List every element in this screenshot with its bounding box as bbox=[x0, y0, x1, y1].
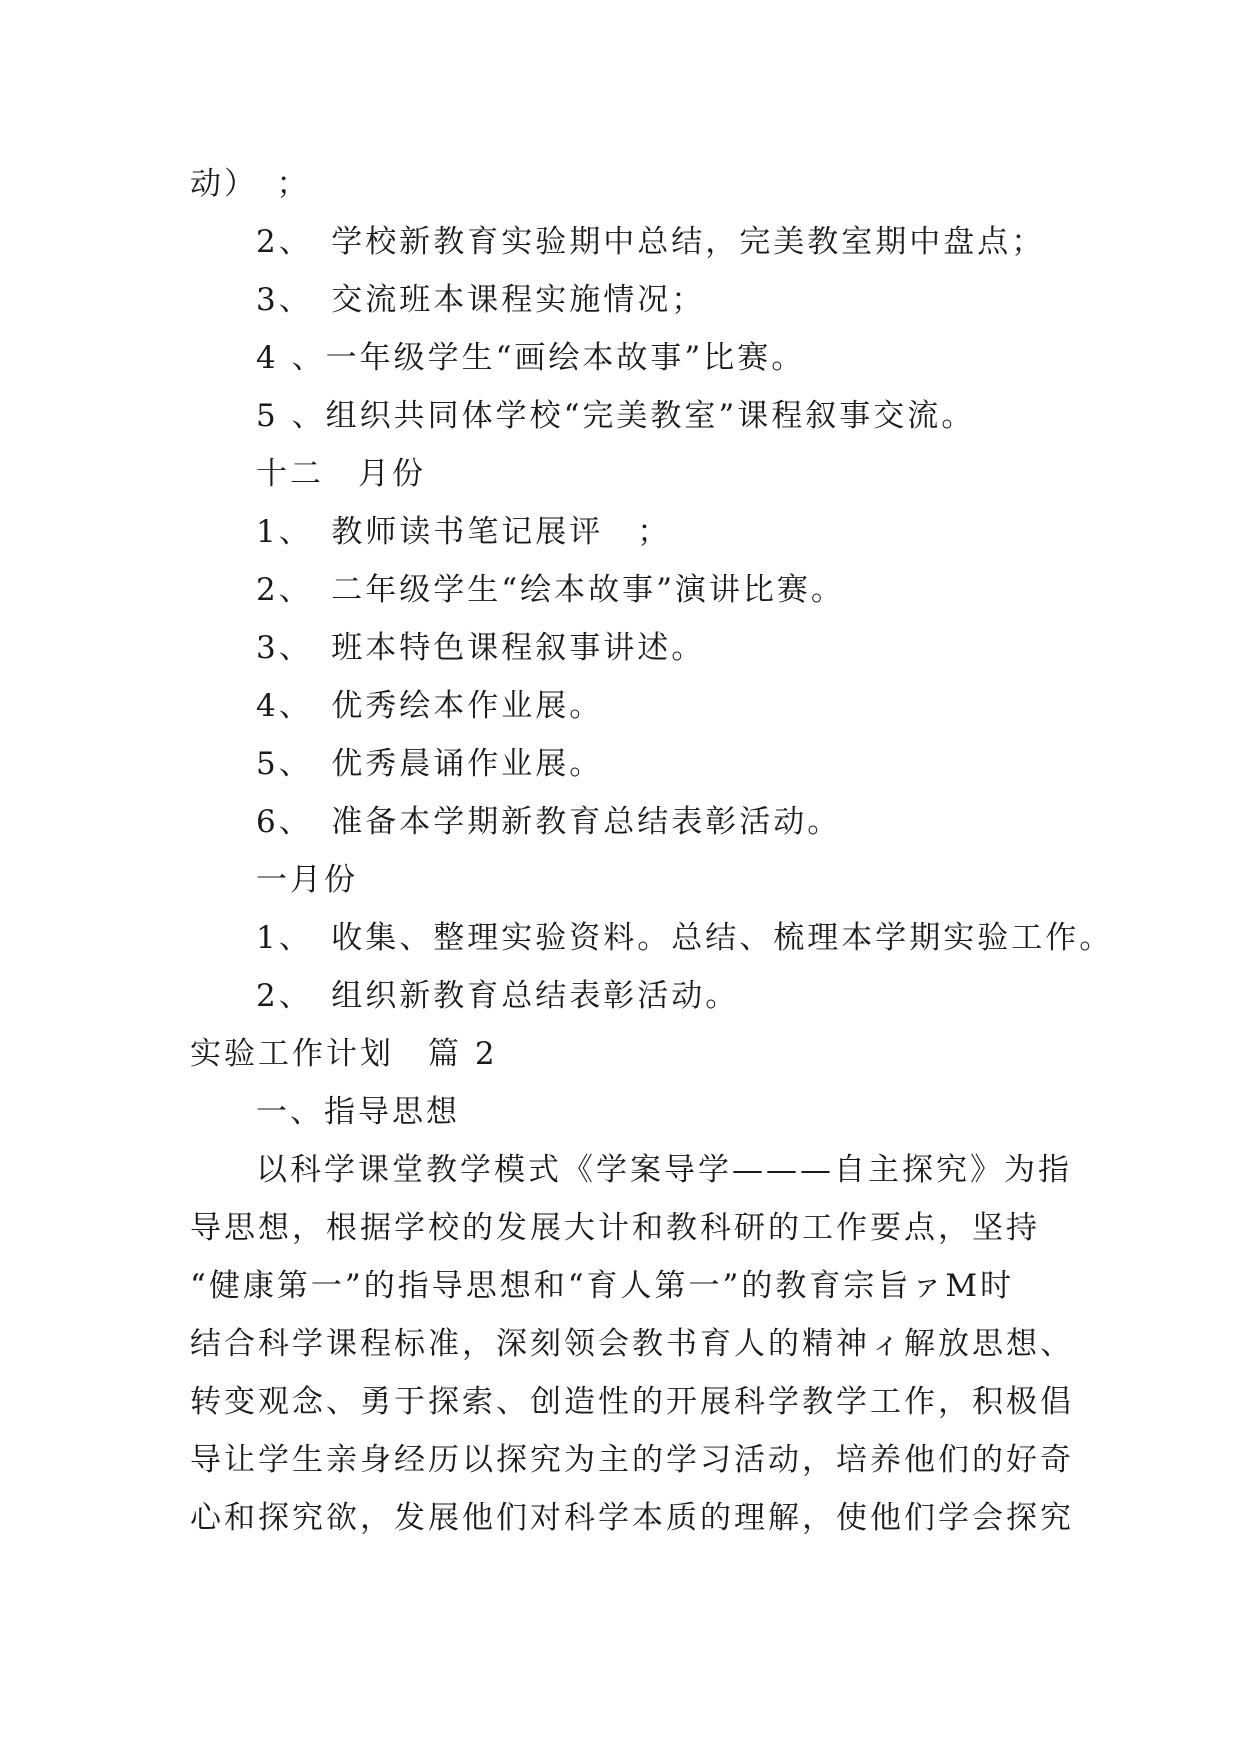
list-item: 4、 优秀绘本作业展。 bbox=[256, 688, 604, 724]
list-item: 3、 班本特色课程叙事讲述。 bbox=[256, 630, 706, 666]
paragraph-line: 结合科学课程标准，深刻领会教书育人的精神ィ解放思想、 bbox=[190, 1326, 1074, 1362]
list-item: 6、 准备本学期新教育总结表彰活动。 bbox=[256, 804, 842, 840]
paragraph-line: 转变观念、勇于探索、创造性的开展科学教学工作，积极倡 bbox=[190, 1384, 1074, 1420]
paragraph-line: 以科学课堂教学模式《学案导学———自主探究》为指 bbox=[256, 1152, 1072, 1188]
text-line: 动） ； bbox=[190, 166, 311, 202]
list-item: 4 、一年级学生“画绘本故事”比赛。 bbox=[256, 340, 806, 376]
section-heading-january: 一月份 bbox=[256, 862, 358, 898]
paragraph-line: 导让学生亲身经历以探究为主的学习活动，培养他们的好奇 bbox=[190, 1442, 1074, 1478]
paragraph-line: 导思想，根据学校的发展大计和教科研的工作要点，坚持 bbox=[190, 1210, 1040, 1246]
list-item: 2、 学校新教育实验期中总结，完美教室期中盘点； bbox=[256, 224, 1046, 260]
list-item: 2、 二年级学生“绘本故事”演讲比赛。 bbox=[256, 572, 845, 608]
article-title: 实验工作计划 篇 2 bbox=[190, 1036, 498, 1072]
list-item: 1、 收集、整理实验资料。总结、梳理本学期实验工作。 bbox=[256, 920, 1114, 956]
list-item: 1、 教师读书笔记展评 ； bbox=[256, 514, 672, 550]
list-item: 2、 组织新教育总结表彰活动。 bbox=[256, 978, 740, 1014]
paragraph-line: 心和探究欲，发展他们对科学本质的理解，使他们学会探究 bbox=[190, 1500, 1074, 1536]
list-item: 3、 交流班本课程实施情况； bbox=[256, 282, 706, 318]
list-item: 5 、组织共同体学校“完美教室”课程叙事交流。 bbox=[256, 398, 976, 434]
paragraph-line: “健康第一”的指导思想和“育人第一”的教育宗旨ァM时 bbox=[190, 1268, 1015, 1304]
section-heading-guiding-ideology: 一、指导思想 bbox=[256, 1094, 460, 1130]
list-item: 5、 优秀晨诵作业展。 bbox=[256, 746, 604, 782]
section-heading-december: 十二 月份 bbox=[256, 456, 426, 492]
